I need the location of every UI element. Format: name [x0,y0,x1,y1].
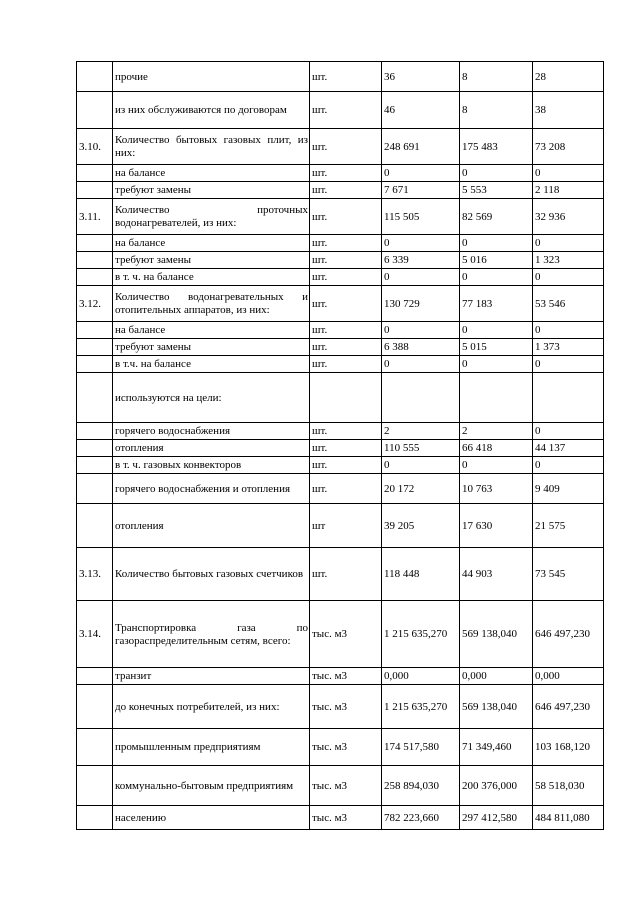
row-value-2: 77 183 [460,286,533,322]
row-value-3: 73 208 [533,129,604,165]
table-row [77,286,604,322]
row-value-total: 1 215 635,270 [382,601,460,668]
row-value-2: 0 [460,457,533,474]
row-value-2: 0,000 [460,668,533,685]
row-value-3: 646 497,230 [533,601,604,668]
row-unit: шт. [310,548,382,601]
row-name: используются на цели: [113,373,310,423]
row-value-3: 0 [533,235,604,252]
row-value-total: 0 [382,165,460,182]
row-number [77,235,113,252]
table-row [77,92,604,129]
row-value-3: 9 409 [533,474,604,504]
row-value-2: 44 903 [460,548,533,601]
row-name: населению [113,806,310,830]
row-unit: шт. [310,165,382,182]
row-number [77,504,113,548]
row-value-2: 297 412,580 [460,806,533,830]
row-value-total: 39 205 [382,504,460,548]
row-number [77,62,113,92]
row-unit: шт. [310,182,382,199]
table-row [77,423,604,440]
row-value-2: 17 630 [460,504,533,548]
row-value-2: 10 763 [460,474,533,504]
row-unit: тыс. м3 [310,766,382,806]
row-number [77,766,113,806]
row-name: до конечных потребителей, из них: [113,685,310,729]
row-value-3: 0 [533,423,604,440]
row-unit: шт. [310,440,382,457]
table-row [77,766,604,806]
row-value-2: 66 418 [460,440,533,457]
row-name: в т. ч. на балансе [113,269,310,286]
table-row [77,339,604,356]
table-row [77,806,604,830]
row-value-2: 82 569 [460,199,533,235]
row-value-total: 110 555 [382,440,460,457]
data-table [76,61,604,830]
row-value-total: 782 223,660 [382,806,460,830]
row-value-2: 200 376,000 [460,766,533,806]
row-value-2: 5 016 [460,252,533,269]
row-value-2: 0 [460,269,533,286]
row-number [77,474,113,504]
row-value-total: 115 505 [382,199,460,235]
row-value-3: 103 168,120 [533,729,604,766]
row-name: на балансе [113,165,310,182]
row-value-3: 0 [533,322,604,339]
row-number [77,269,113,286]
row-unit: шт. [310,286,382,322]
table-row [77,685,604,729]
table-row [77,440,604,457]
row-unit: шт. [310,199,382,235]
row-value-total: 1 215 635,270 [382,685,460,729]
row-unit [310,373,382,423]
row-value-3: 0 [533,457,604,474]
row-number [77,182,113,199]
row-value-total: 7 671 [382,182,460,199]
row-value-3: 0 [533,356,604,373]
row-value-3: 484 811,080 [533,806,604,830]
row-value-3: 646 497,230 [533,685,604,729]
row-number [77,356,113,373]
row-unit: шт. [310,62,382,92]
row-name: требуют замены [113,252,310,269]
row-name: в т. ч. газовых конвекторов [113,457,310,474]
row-name: отопления [113,504,310,548]
table-row [77,729,604,766]
table-row [77,182,604,199]
row-value-2: 0 [460,356,533,373]
row-unit: шт. [310,92,382,129]
row-name: требуют замены [113,182,310,199]
row-unit: шт. [310,356,382,373]
row-value-total: 6 339 [382,252,460,269]
row-value-total: 118 448 [382,548,460,601]
table-row [77,457,604,474]
row-value-3: 0,000 [533,668,604,685]
row-value-2: 2 [460,423,533,440]
row-value-2: 0 [460,322,533,339]
row-unit: шт [310,504,382,548]
row-value-3: 32 936 [533,199,604,235]
row-name: отопления [113,440,310,457]
table-row [77,62,604,92]
row-value-total: 130 729 [382,286,460,322]
row-name: горячего водоснабжения и отопления [113,474,310,504]
row-name: на балансе [113,322,310,339]
row-value-3: 1 323 [533,252,604,269]
row-value-total [382,373,460,423]
row-value-3: 0 [533,269,604,286]
row-number [77,668,113,685]
row-name: Количество бытовых газовых счетчиков [113,548,310,601]
row-value-3: 0 [533,165,604,182]
row-number: 3.14. [77,601,113,668]
row-unit: шт. [310,339,382,356]
row-value-3: 38 [533,92,604,129]
row-unit: тыс. м3 [310,729,382,766]
row-value-3: 44 137 [533,440,604,457]
row-unit: тыс. м3 [310,685,382,729]
row-value-2: 8 [460,92,533,129]
row-number [77,423,113,440]
row-name: Количество проточных водонагревателей, из них: [113,199,310,235]
row-value-total: 0,000 [382,668,460,685]
row-value-3: 2 118 [533,182,604,199]
row-name: прочие [113,62,310,92]
row-number: 3.13. [77,548,113,601]
row-number [77,440,113,457]
row-value-3: 53 546 [533,286,604,322]
row-number [77,457,113,474]
row-value-2: 569 138,040 [460,685,533,729]
row-value-total: 0 [382,356,460,373]
row-name: Транспортировка газа по газораспределительным сетям, всего: [113,601,310,668]
row-value-2: 175 483 [460,129,533,165]
row-unit: шт. [310,457,382,474]
row-name: Количество водонагревательных и отопительных аппаратов, из них: [113,286,310,322]
table-row [77,129,604,165]
row-value-2: 5 553 [460,182,533,199]
table-row [77,474,604,504]
row-unit: шт. [310,269,382,286]
row-value-total: 248 691 [382,129,460,165]
row-unit: тыс. м3 [310,668,382,685]
table-row [77,235,604,252]
table-row [77,373,604,423]
row-value-2 [460,373,533,423]
row-value-3: 21 575 [533,504,604,548]
row-number [77,339,113,356]
table-row [77,252,604,269]
row-name: горячего водоснабжения [113,423,310,440]
table-row [77,199,604,235]
row-name: в т.ч. на балансе [113,356,310,373]
row-value-3: 73 545 [533,548,604,601]
row-name: промышленным предприятиям [113,729,310,766]
row-value-3: 1 373 [533,339,604,356]
row-number: 3.11. [77,199,113,235]
row-value-total: 46 [382,92,460,129]
row-value-3 [533,373,604,423]
row-number [77,322,113,339]
row-number [77,806,113,830]
row-value-2: 8 [460,62,533,92]
table-row [77,504,604,548]
row-name: на балансе [113,235,310,252]
row-unit: шт. [310,235,382,252]
table-body [77,62,604,830]
row-value-total: 0 [382,235,460,252]
row-name: Количество бытовых газовых плит, из них: [113,129,310,165]
table-row [77,548,604,601]
row-unit: шт. [310,474,382,504]
row-value-total: 0 [382,457,460,474]
row-number: 3.10. [77,129,113,165]
row-value-2: 71 349,460 [460,729,533,766]
row-value-total: 174 517,580 [382,729,460,766]
row-unit: шт. [310,252,382,269]
row-value-2: 0 [460,165,533,182]
table-row [77,356,604,373]
row-number [77,729,113,766]
row-unit: шт. [310,322,382,339]
row-number [77,92,113,129]
row-value-total: 6 388 [382,339,460,356]
row-name: коммунально-бытовым предприятиям [113,766,310,806]
row-number: 3.12. [77,286,113,322]
row-value-total: 0 [382,269,460,286]
row-value-2: 0 [460,235,533,252]
row-unit: шт. [310,129,382,165]
table-row [77,668,604,685]
row-name: транзит [113,668,310,685]
row-number [77,252,113,269]
row-value-2: 569 138,040 [460,601,533,668]
row-name: требуют замены [113,339,310,356]
row-value-total: 2 [382,423,460,440]
row-value-3: 58 518,030 [533,766,604,806]
row-value-3: 28 [533,62,604,92]
row-value-total: 36 [382,62,460,92]
row-unit: тыс. м3 [310,601,382,668]
row-unit: шт. [310,423,382,440]
row-unit: тыс. м3 [310,806,382,830]
table-row [77,165,604,182]
table-row [77,322,604,339]
row-value-total: 0 [382,322,460,339]
row-name: из них обслуживаются по договорам [113,92,310,129]
row-number [77,685,113,729]
row-value-2: 5 015 [460,339,533,356]
row-number [77,165,113,182]
table-row [77,269,604,286]
row-number [77,373,113,423]
row-value-total: 258 894,030 [382,766,460,806]
table-row [77,601,604,668]
row-value-total: 20 172 [382,474,460,504]
